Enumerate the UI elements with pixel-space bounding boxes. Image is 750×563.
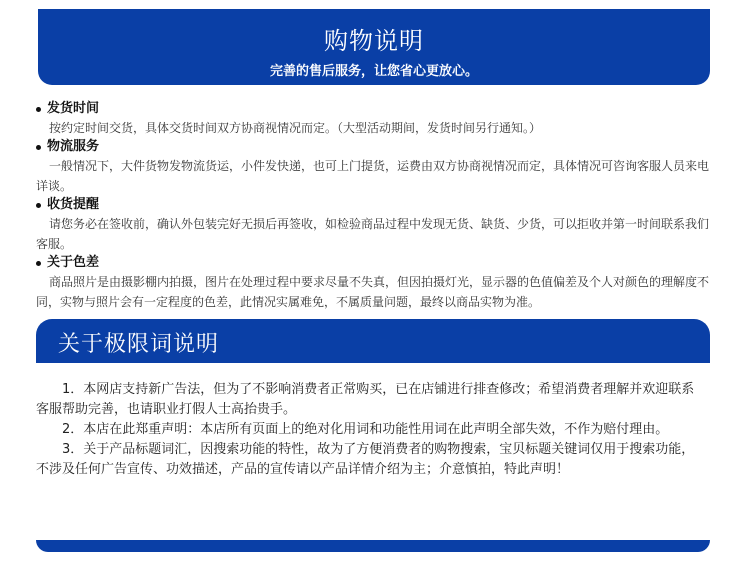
section-delivery-time [36, 100, 716, 138]
section-heading-label: 关于色差 [47, 255, 100, 270]
bullet-icon [36, 203, 41, 208]
section-heading-label: 收货提醒 [47, 197, 100, 212]
banner-title: 购物说明 [324, 27, 424, 55]
limits-item: 1．本网店支持新广告法，但为了不影响消费者正常购买，已在店铺进行排查修改；希望消费者理解并欢迎联系客服帮助完善，也请职业打假人士高抬贵手。 [36, 382, 695, 417]
section-text: 按约定时间交货，具体交货时间双方协商视情况而定。（大型活动期间，发货时间另行通知。） [49, 121, 542, 135]
shopping-info-list [36, 100, 716, 312]
limits-item: 3．关于产品标题词汇，因搜索功能的特性，故为了方便消费者的购物搜索，宝贝标题关键词仅用于搜索功能，不涉及任何广告宣传、功效描述，产品的宣传请以产品详情介绍为主；介意慎拍，特此声明！ [36, 442, 695, 477]
section-heading-label: 物流服务 [47, 139, 100, 154]
limits-title: 关于极限词说明 [58, 332, 220, 357]
section-text: 商品照片是由摄影棚内拍摄，图片在处理过程中要求尽量不失真，但因拍摄灯光，显示器的色值偏差及个人对颜色的理解度不同，实物与照片会有一定程度的色差，此情况实属难免，不属质量问题，最终以商品实物为准。 [36, 275, 710, 309]
section-text: 一般情况下，大件货物发物流货运，小件发快递，也可上门提货，运费由双方协商视情况而定，具体情况可咨询客服人员来电详谈。 [36, 159, 710, 193]
shopping-info-banner [38, 9, 710, 85]
section-heading [36, 196, 716, 214]
section-heading [36, 138, 716, 156]
banner-subtitle: 完善的售后服务，让您省心更放心。 [269, 64, 478, 79]
section-heading [36, 254, 716, 272]
section-receipt-reminder [36, 196, 716, 254]
section-heading-label: 发货时间 [47, 101, 100, 116]
section-color-difference [36, 254, 716, 312]
limits-list [36, 380, 702, 480]
section-heading [36, 100, 716, 118]
bullet-icon [36, 145, 41, 150]
limits-banner [36, 319, 710, 363]
bullet-icon [36, 261, 41, 266]
limits-item: 2．本店在此郑重声明：本店所有页面上的绝对化用词和功能性用词在此声明全部失效，不作为赔付理由。 [62, 422, 669, 437]
section-text: 请您务必在签收前，确认外包装完好无损后再签收，如检验商品过程中发现无货、缺货、少货，可以拒收并第一时间联系我们客服。 [36, 217, 710, 251]
bottom-bar [36, 540, 710, 552]
section-logistics [36, 138, 716, 196]
bullet-icon [36, 107, 41, 112]
